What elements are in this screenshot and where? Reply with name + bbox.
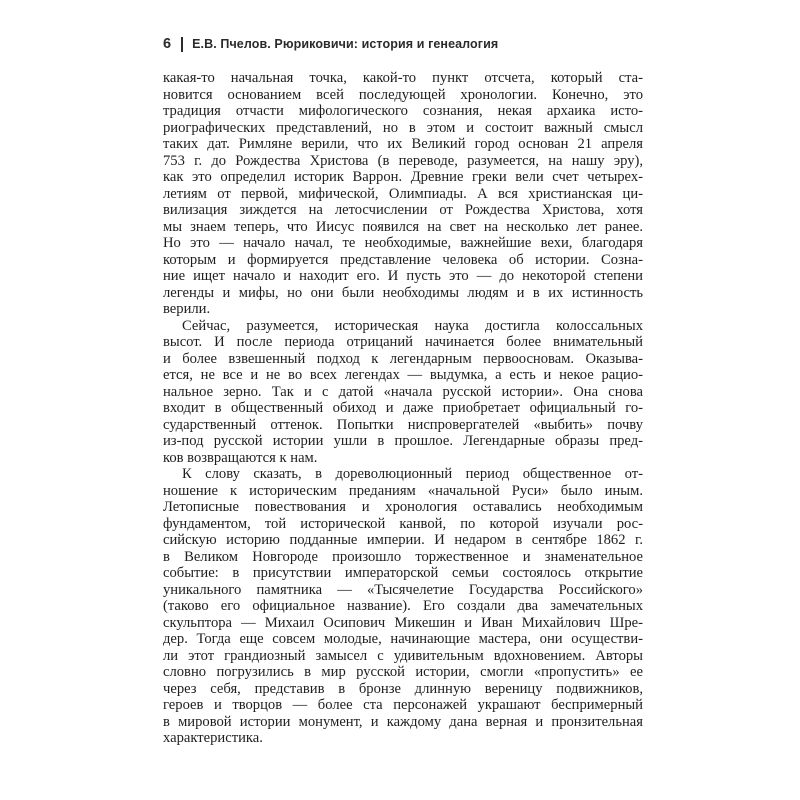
text-line: как это определил историк Варрон. Древние греки вели счет четырех-: [163, 169, 643, 185]
text-line: ков возвращаются к нам.: [163, 449, 318, 466]
text-line: вилизация зиждется на летосчислении от Рождества Христова, хотя: [163, 202, 643, 218]
text-line: Но это — начало начал, те необходимые, важнейшие вехи, благодаря: [163, 235, 643, 251]
text-line: нальное зерно. Так и с датой «начала русской истории». Она снова: [163, 383, 643, 400]
text-line: характеристика.: [163, 730, 263, 746]
text-line: летиям от первой, мифической, Олимпиады. А вся христианская ци-: [163, 185, 643, 202]
text-line: Летописные повествования и хронология оставались необходимым: [163, 499, 643, 515]
text-line: верили.: [163, 301, 211, 317]
text-line: Сейчас, разумеется, историческая наука достигла колоссальных: [182, 317, 643, 334]
text-line: высот. И после периода отрицаний начинается более внимательный: [163, 334, 643, 350]
text-line: риографических представлений, но в этом и состоит важный смысл: [163, 119, 643, 136]
text-line: дер. Тогда еще совсем молодые, начинающие мастера, они осуществи-: [163, 631, 643, 647]
page-body: [163, 70, 643, 747]
text-line: ли этот грандиозный замысел с удивительным вдохновением. Авторы: [163, 647, 643, 664]
text-line: мы знаем теперь, что Иисус появился на свет на несколько лет ранее.: [163, 218, 643, 235]
paragraph: [163, 466, 643, 747]
running-title: Е.В. Пчелов. Рюриковичи: история и генеалогия: [192, 37, 499, 51]
text-line: словно погрузились в мир русской истории, смогли «пропустить» ее: [163, 664, 643, 680]
text-line: фундаментом, той исторической канвой, по которой изучали рос-: [163, 515, 643, 532]
text-line: ношение к историческим преданиям «начальной Руси» было иным.: [163, 482, 643, 499]
text-line: скульптора — Михаил Осипович Микешин и Иван Михайлович Шре-: [163, 614, 643, 631]
text-line: традиция отчасти мифологического сознания, некая архаика исто-: [163, 103, 643, 119]
text-line: легенды и мифы, но они были необходимы людям и в их истинность: [163, 284, 643, 301]
text-line: новится основанием всей последующей хронологии. Конечно, это: [163, 86, 643, 103]
text-line: сударственный оттенок. Попытки ниспровергателей «выбить» почву: [163, 416, 643, 433]
page-header: [163, 36, 498, 52]
text-line: героев и творцов — более ста персонажей украшают беспримерный: [163, 697, 643, 713]
text-line: сийскую историю подданные империи. И недаром в сентябре 1862 г.: [163, 532, 643, 548]
page-number: 6: [163, 36, 172, 52]
paragraph: [163, 70, 643, 318]
text-line: К слову сказать, в дореволюционный период общественное от-: [182, 466, 643, 482]
paragraph: [163, 318, 643, 467]
text-line: 753 г. до Рождества Христова (в переводе, разумеется, на нашу эру),: [163, 152, 643, 169]
text-line: в мировой истории монумент, и каждому дана верная и пронзительная: [163, 713, 643, 730]
text-line: входит в общественный обиход и даже приобретает официальный го-: [163, 400, 643, 416]
text-line: ние ищет начало и находит его. И пусть это — до некоторой степени: [163, 268, 643, 284]
header-divider: [181, 37, 183, 52]
text-line: в Великом Новгороде произошло торжественное и знаменательное: [163, 548, 643, 565]
text-line: ется, не все и не во всех легендах — выдумка, а есть и некое рацио-: [163, 367, 643, 383]
text-line: уникального памятника — «Тысячелетие Государства Российского»: [163, 581, 643, 598]
text-line: и более взвешенный подход к легендарным первоосновам. Оказыва-: [163, 350, 643, 367]
text-line: (таково его официальное название). Его создали два замечательных: [163, 598, 643, 614]
text-line: какая-то начальная точка, какой-то пункт отсчета, который ста-: [163, 70, 643, 86]
text-line: таких дат. Римляне верили, что их Великий город основан 21 апреля: [163, 136, 643, 152]
text-line: событие: в присутствии императорской семьи состоялось открытие: [163, 565, 643, 581]
text-line: которым и формируется представление человека об истории. Созна-: [163, 251, 643, 268]
text-line: через себя, представив в бронзе длинную вереницу подвижников,: [163, 680, 643, 697]
text-line: из-под русской истории ушли в прошлое. Легендарные образы пред-: [163, 433, 643, 449]
